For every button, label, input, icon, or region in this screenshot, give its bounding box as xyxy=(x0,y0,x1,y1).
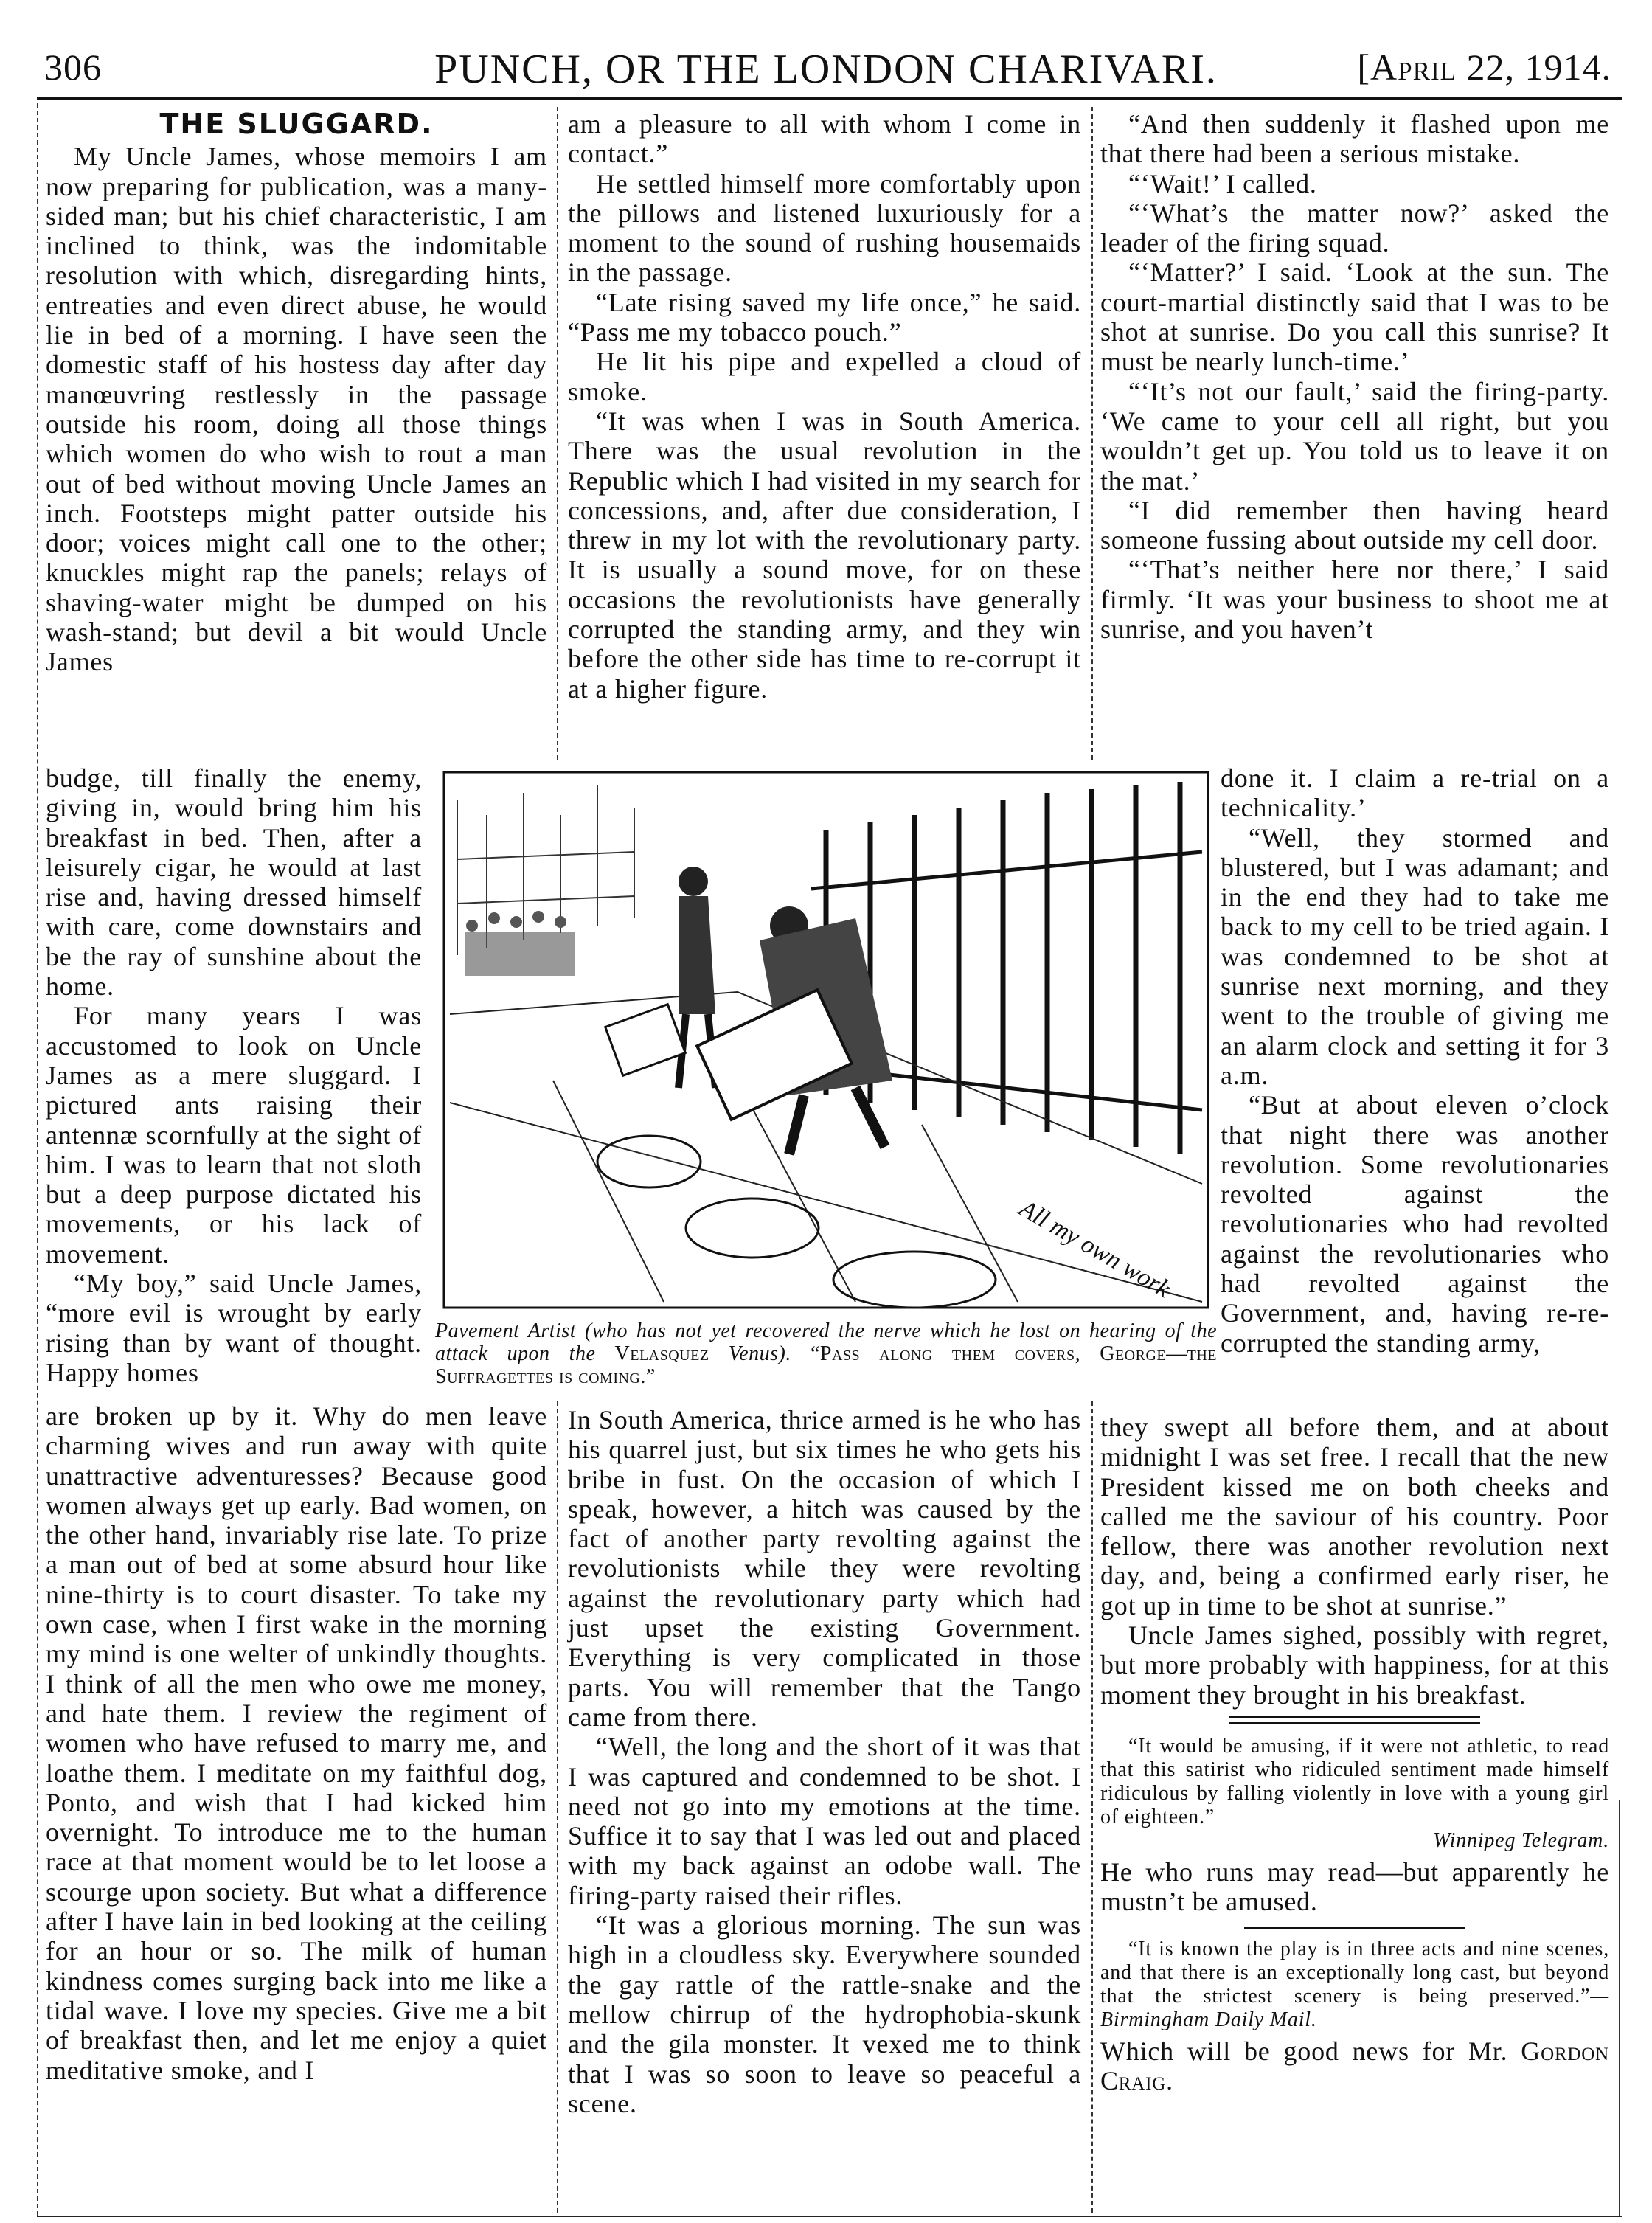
column-3 xyxy=(1100,109,1609,2095)
article-col3-top xyxy=(1100,109,1609,763)
snippet-comment: Which will be good news for Mr. xyxy=(1100,2036,1521,2066)
issue-date: [April 22, 1914. xyxy=(1357,46,1611,88)
paragraph: budge, till finally the enemy, giving in, would bring him his breakfast in bed. Then, after a leisurely cigar, he would at last rise and, having dressed himself with care, come downstairs and be the ray of sunshine about the home. xyxy=(46,763,422,1002)
article-col2-top xyxy=(568,109,1081,763)
cartoon-caption xyxy=(435,1319,1217,1388)
paragraph: “It was when I was in South America. There was the usual revolution in the Republic which I had visited in my search for concessions, and, after due consideration, I threw in my lot with the revolutionary party. It is usually a sound move, for on these occasions the revolutionists have generally corrupted the standing army, and they win before the other side has time to re-corrupt it at a higher figure. xyxy=(568,406,1081,704)
double-rule xyxy=(1229,1716,1480,1724)
paragraph: “It was a glorious morning. The sun was high in a cloudless sky. Everywhere sounded the gay rattle of the rattle-snake and the mellow chirrup of the hydrophobia-skunk and the gila monster. It vexed me to think that I was so soon to leave so peaceful a scene. xyxy=(568,1910,1081,2118)
paragraph: “My boy,” said Uncle James, “more evil is wrought by early rising than by want of thought. Happy homes xyxy=(46,1269,422,1387)
rule xyxy=(1244,1927,1465,1929)
header-rule xyxy=(37,97,1622,100)
paragraph: “‘What’s the matter now?’ asked the leader of the firing squad. xyxy=(1100,198,1609,258)
snippet-source: Winnipeg Telegram. xyxy=(1433,1828,1609,1852)
paragraph: “Well, they stormed and blustered, but I was adamant; and in the end they had to take me back to my cell to be tried again. I was condemned to be shot at sunrise next morning, and they went to the trouble of giving me an alarm clock and setting it for 3 a.m. xyxy=(1221,822,1609,1090)
paragraph: “Late rising saved my life once,” he said. “Pass me my tobacco pouch.” xyxy=(568,287,1081,347)
page-number: 306 xyxy=(44,46,102,88)
snippet-quote: “It would be amusing, if it were not athletic, to read that this satirist who ridiculed sentiment made himself ridiculous by falling violently in love with a young girl of eighteen.” xyxy=(1100,1734,1609,1828)
press-snippet-1 xyxy=(1100,1735,1609,1853)
footer-rule xyxy=(37,2216,1622,2217)
article-col1-top xyxy=(46,109,547,763)
paragraph: done it. I claim a re-trial on a technicality.’ xyxy=(1221,763,1609,823)
press-snippet-2 xyxy=(1100,1938,1609,2032)
column-divider xyxy=(557,1401,558,2213)
paragraph: “And then suddenly it flashed upon me that there had been a serious mistake. xyxy=(1100,109,1609,169)
cartoon-illustration xyxy=(442,771,1210,1309)
article-col3-narrow xyxy=(1221,763,1609,1412)
snippet-comment-wrap xyxy=(1100,2036,1609,2096)
article-col1-narrow xyxy=(46,763,422,1401)
paragraph: “Well, the long and the short of it was that I was captured and condemned to be shot. I need not go into my emotions at the time. Suffice it to say that I was led out and placed with my back against an odobe wall. The firing-party raised their rifles. xyxy=(568,1732,1081,1910)
publication-title: PUNCH, OR THE LONDON CHARIVARI. xyxy=(434,46,1218,92)
paragraph: In South America, thrice armed is he who has his quarrel just, but six times he who gets his bribe in fust. On the occasion of which I speak, however, a hitch was caused by the fact of another party revolting against the revolutionists while they were revolting against the revolutionary party which had just upset the existing Government. Everything is very complicated in those parts. You will remember that the Tango came from there. xyxy=(568,1405,1081,1732)
paragraph: are broken up by it. Why do men leave charming wives and run away with quite unattractive adventuresses? Because good women always get up early. Bad women, on the other hand, invariably rise late. To prize a man out of bed at some absurd hour like nine-thirty is to court disaster. To take my own case, when I first wake in the morning my mind is one welter of unkindly thoughts. I think of all the men who owe me money, and hate them. I review the regiment of women who have refused to marry me, and loathe them. I meditate on my faithful dog, Ponto, and wish that I had kicked him overnight. To introduce me to the human race at that moment would be to let loose a scourge upon society. But what a difference after I have lain in bed looking at the ceiling for an hour or so. The milk of human kindness comes surging back into me like a tidal wave. I love my species. Give me a bit of breakfast then, and let me enjoy a quiet meditative smoke, and I xyxy=(46,1401,547,2085)
column-divider xyxy=(1092,1401,1093,2213)
snippet-source: —Birmingham Daily Mail. xyxy=(1100,1984,1609,2031)
paragraph: “‘Wait!’ I called. xyxy=(1128,168,1317,198)
column-2 xyxy=(435,109,1217,2118)
paragraph: am a pleasure to all with whom I come in contact.” xyxy=(568,109,1081,169)
article-col3-bottom xyxy=(1100,1412,1609,2095)
paragraph: “‘It’s not our fault,’ said the firing-party. ‘We came to your cell all right, but you wouldn’t get up. You told us to leave it on the mat.’ xyxy=(1100,376,1609,496)
column-divider xyxy=(557,107,558,760)
paragraph: For many years I was accustomed to look on Uncle James as a mere sluggard. I pictured ants raising their antennæ scornfully at the sight of him. I was to learn that not sloth but a deep purpose dictated his movements, or his lack of movement. xyxy=(46,1001,422,1269)
caption-quote: “Pass along them covers, George—the Suffragettes is coming.” xyxy=(435,1342,1217,1388)
paragraph: “I did remember then having heard someone fussing about outside my cell door. xyxy=(1100,495,1609,555)
caption-name: Velasquez xyxy=(614,1342,709,1365)
snippet-comment-name: Gordon Craig. xyxy=(1100,2036,1609,2095)
paragraph: “‘Matter?’ I said. ‘Look at the sun. The court-martial distinctly said that I was to be shot at sunrise. Do you call this sunrise? It must be nearly lunch-time.’ xyxy=(1100,257,1609,377)
article-col1-bottom xyxy=(46,1401,547,2085)
column-divider xyxy=(1092,107,1093,760)
snippet-quote-wrap xyxy=(1100,1938,1609,2032)
article-heading: THE SLUGGARD. xyxy=(159,108,434,140)
pavement-lettering: All my own work xyxy=(1015,1194,1176,1303)
paragraph: they swept all before them, and at about midnight I was set free. I recall that the new President kissed me on both cheeks and called me the saviour of his country. Poor fellow, there was another revolution next day, and, being a confirmed early riser, he got up in time to be shot at sunrise.” xyxy=(1100,1412,1609,1620)
article-col2-bottom xyxy=(568,1405,1081,2118)
paragraph: He lit his pipe and expelled a cloud of smoke. xyxy=(568,347,1081,406)
snippet-quote: “It is known the play is in three acts and nine scenes, and that there is an exceptionally long cast, but beyond that the strictest scenery is being preserved.” xyxy=(1100,1937,1609,2008)
caption-text-2: Venus). xyxy=(709,1342,811,1365)
paragraph: Uncle James sighed, possibly with regret, but more probably with happiness, for at this moment they brought in his breakfast. xyxy=(1100,1620,1609,1710)
paragraph: He settled himself more comfortably upon the pillows and listened luxuriously for a moment to the sound of rushing housemaids in the passage. xyxy=(568,168,1081,288)
snippet-comment: He who runs may read—but apparently he mustn’t be amused. xyxy=(1100,1856,1609,1917)
paragraph: “But at about eleven o’clock that night there was another revolution. Some revolutionaries revolted against the revolutionaries who had revolted against the revolutionaries who had revolted against the Government, and, having re-re-corrupted the standing army, xyxy=(1221,1090,1609,1358)
cartoon-figure xyxy=(435,763,1217,1405)
paragraph: “‘That’s neither here nor there,’ I said firmly. ‘It was your business to shoot me at sunrise, and you haven’t xyxy=(1100,555,1609,645)
right-border xyxy=(1619,1800,1620,2216)
paragraph: My Uncle James, whose memoirs I am now preparing for publication, was a many-sided man; but his chief characteristic, I am inclined to think, was the indomitable resolution with which, disregarding hints, entreaties and even direct abuse, he would lie in bed of a morning. I have seen the domestic staff of his hostess day after day manœuvring restlessly in the passage outside his room, doing all those things which women do who wish to rout a man out of bed without moving Uncle James an inch. Footsteps might patter outside his door; voices might call one to the other; knuckles might rap the panels; relays of shaving-water might be dumped on his wash-stand; but devil a bit would Uncle James xyxy=(46,142,547,677)
left-border xyxy=(37,103,38,2216)
caption-text: Pavement Artist (who has not yet recovered the nerve which he lost on hearing of the attack upon the xyxy=(435,1319,1217,1365)
